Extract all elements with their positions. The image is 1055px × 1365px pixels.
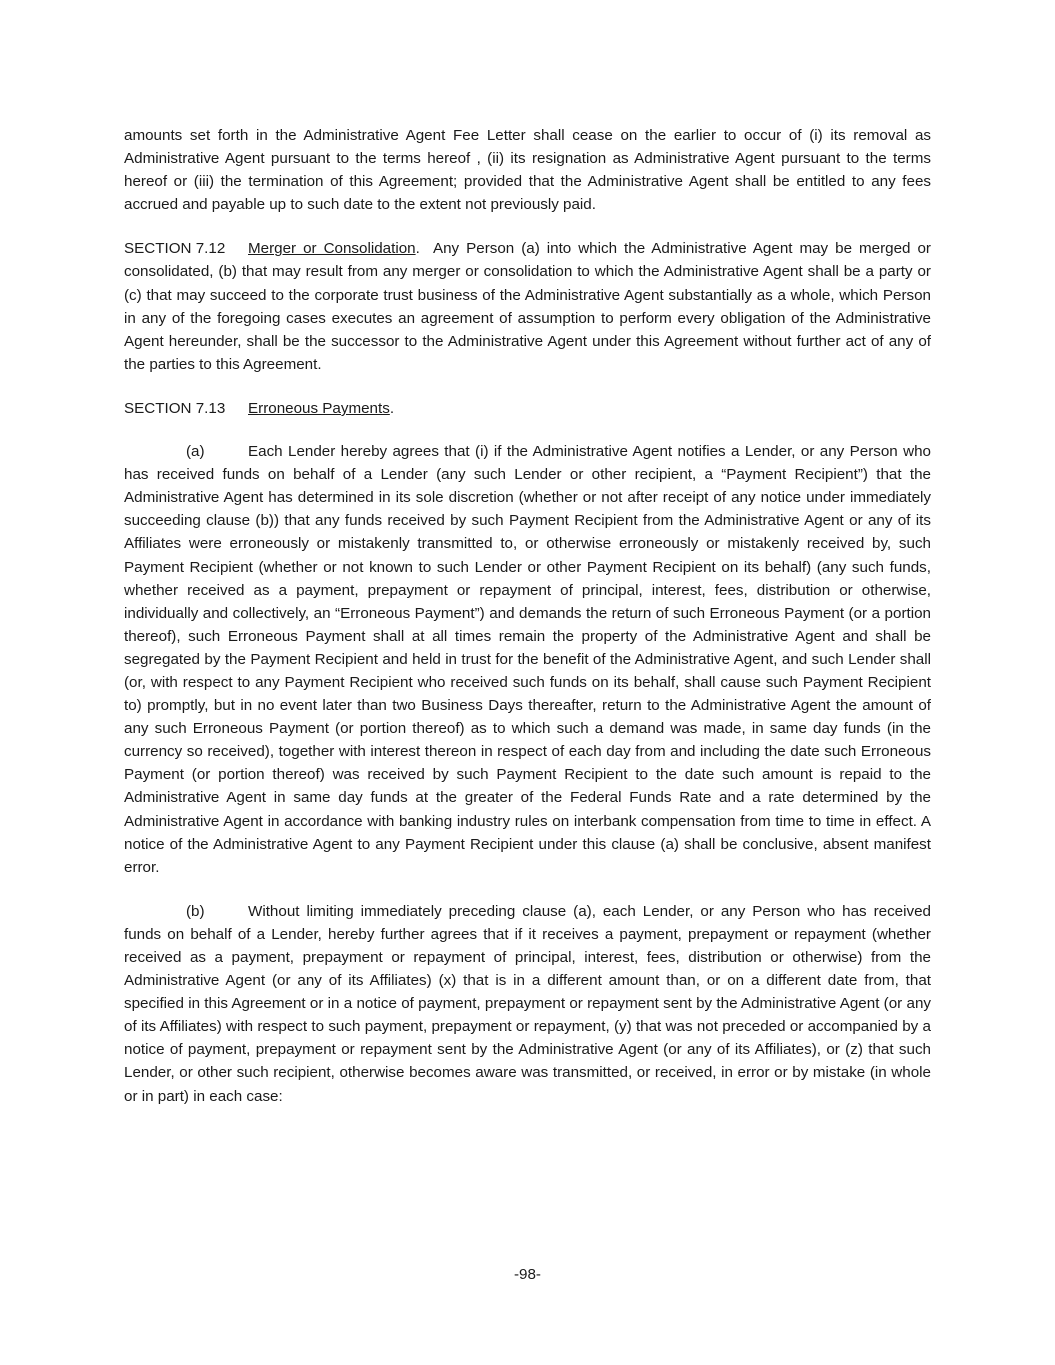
clause-a-paragraph [124,440,931,879]
section-title: Erroneous Payments [248,399,390,417]
clause-b-paragraph [124,900,931,1108]
clause-text: Each Lender hereby agrees that (i) if the Administrative Agent notifies a Lender, or any Person who has received funds on behalf of a Lender (any such Lender or other recipient, a “Payment Recipient”) that the Administrative Agent has determined in its sole discretion (whether or not after receipt of any notice under immediately succeeding clause (b)) that any funds received by such Payment Recipient from the Administrative Agent or any of its Affiliates were erroneously or mistakenly transmitted to, or otherwise erroneously or mistakenly received by, such Payment Recipient (whether or not known to such Lender or other Payment Recipient on its behalf) (any such funds, whether received as a payment, prepayment or repayment of principal, interest, fees, distribution or otherwise, individually and collectively, an “Erroneous Payment”) and demands the return of such Erroneous Payment (or a portion thereof), such Erroneous Payment shall at all times remain the property of the Administrative Agent and shall be segregated by the Payment Recipient and held in trust for the benefit of the Administrative Agent, and such Lender shall (or, with respect to any Payment Recipient who received such funds on its behalf, shall cause such Payment Recipient to) promptly, but in no event later than two Business Days thereafter, return to the Administrative Agent the amount of any such Erroneous Payment (or portion thereof) as to which such a demand was made, in same day funds (in the currency so received), together with interest thereon in respect of each day from and including the date such Erroneous Payment (or portion thereof) was received by such Payment Recipient to the date such amount is repaid to the Administrative Agent in same day funds at the greater of the Federal Funds Rate and a rate determined by the Administrative Agent in accordance with banking industry rules on interbank compensation from time to time in effect. A notice of the Administrative Agent to any Payment Recipient under this clause (a) shall be conclusive, absent manifest error. [124,443,931,876]
continuation-paragraph: amounts set forth in the Administrative Agent Fee Letter shall cease on the earlier to occur of (i) its removal as Administrative Agent pursuant to the terms hereof , (ii) its resignation as Administrative Agent pursuant to the terms hereof or (iii) the termination of this Agreement; provided that the Administrative Agent shall be entitled to any fees accrued and payable up to such date to the extent not previously paid. [124,127,931,214]
section-body: Any Person (a) into which the Administrative Agent may be merged or consolidated, (b) that may result from any merger or consolidation to which the Administrative Agent shall be a party or (c) that may succeed to the corporate trust business of the Administrative Agent substantially as a whole, which Person in any of the foregoing cases executes an agreement of assumption to perform every obligation of the Administrative Agent hereunder, shall be the successor to the Administrative Agent under this Agreement without further act of any of the parties to this Agreement. [124,240,936,373]
section-7-13-heading [124,397,931,420]
section-number: SECTION 7.13 [124,399,226,417]
clause-label: (a) [186,443,205,461]
clause-text: Without limiting immediately preceding clause (a), each Lender, or any Person who has received funds on behalf of a Lender, hereby further agrees that if it receives a payment, prepayment or repayment (whether received as a payment, prepayment or repayment of principal, interest, fees, distribution or otherwise) from the Administrative Agent (or any of its Affiliates) (x) that is in a different amount than, or on a different date from, that specified in this Agreement or in a notice of payment, prepayment or repayment sent by the Administrative Agent (or any of its Affiliates) with respect to such payment, prepayment or repayment, (y) that was not preceded or accompanied by a notice of payment, prepayment or repayment sent by the Administrative Agent (or any of its Affiliates), or (z) that such Lender, or other such recipient, otherwise becomes aware was transmitted, or received, in error or by mistake (in whole or in part) in each case: [124,902,931,1105]
section-number: SECTION 7.12 [124,240,226,258]
page-number: -98- [513,1266,541,1283]
section-title: Merger or Consolidation [248,240,416,258]
section-title-punct: . [389,399,395,417]
clause-label: (b) [186,902,205,920]
document-page [124,124,936,1129]
section-title-punct: . [415,240,420,258]
section-7-12-paragraph [124,237,936,376]
